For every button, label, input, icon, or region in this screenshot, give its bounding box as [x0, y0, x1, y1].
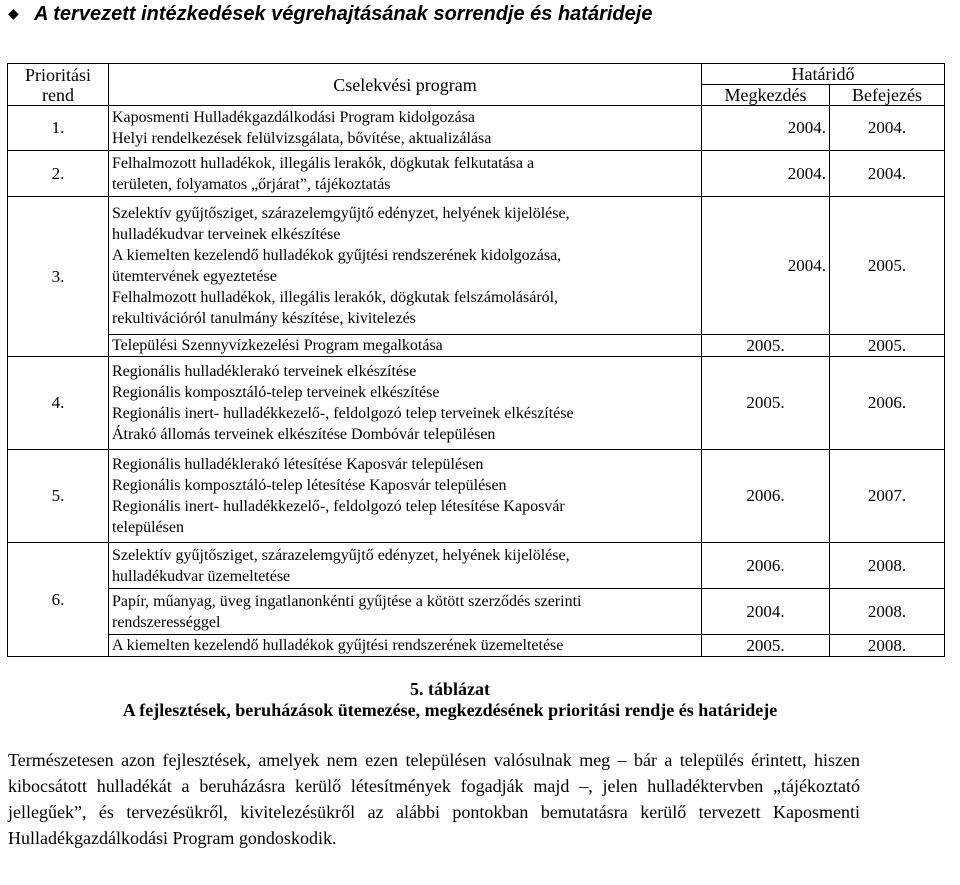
row-priority: 5. — [8, 450, 109, 543]
table-row — [8, 357, 945, 450]
row-start: 2004. — [702, 151, 830, 197]
table-row — [8, 151, 945, 197]
row-program — [109, 543, 702, 589]
row-end: 2008. — [830, 635, 945, 657]
program-line: Helyi rendelkezések felülvizsgálata, bővítése, aktualizálása — [112, 130, 492, 147]
program-line: hulladékudvar terveinek elkészítése — [112, 225, 341, 243]
table-row — [8, 589, 945, 635]
section-heading-text: A tervezett intézkedések végrehajtásának sorrendje és határideje — [34, 2, 653, 25]
program-line: Felhalmozott hulladékok, illegális lerakók, dögkutak felszámolásáról, — [112, 288, 559, 306]
program-line: Regionális hulladéklerakó terveinek elkészítése — [112, 363, 417, 380]
row-end: 2008. — [830, 543, 945, 589]
program-line: Regionális hulladéklerakó létesítése Kaposvár településen — [112, 456, 484, 473]
header-priority-line1: Prioritási — [25, 64, 91, 85]
program-line: Felhalmozott hulladékok, illegális lerakók, dögkutak felkutatása a — [112, 154, 535, 172]
row-program — [109, 635, 702, 657]
table-row — [8, 106, 945, 151]
row-program — [109, 589, 702, 635]
row-program — [109, 450, 702, 543]
row-start: 2005. — [702, 635, 830, 657]
program-line: Regionális komposztáló-telep létesítése Kaposvár településen — [112, 477, 507, 494]
row-end: 2005. — [830, 335, 945, 357]
header-end: Befejezés — [830, 85, 945, 106]
row-end: 2004. — [830, 151, 945, 197]
table-row — [8, 543, 945, 589]
row-end: 2004. — [830, 106, 945, 151]
header-priority — [8, 64, 109, 106]
table-header-row — [8, 64, 945, 85]
program-line: Átrakó állomás terveinek elkészítése Dombóvár településen — [112, 426, 496, 443]
row-program — [109, 151, 702, 197]
row-end: 2008. — [830, 589, 945, 635]
section-heading — [8, 0, 652, 28]
row-priority: 6. — [8, 543, 109, 657]
row-start: 2005. — [702, 357, 830, 450]
row-start: 2004. — [702, 106, 830, 151]
header-start: Megkezdés — [702, 85, 830, 106]
program-line: településen — [112, 519, 184, 536]
header-priority-line2: rend — [42, 84, 74, 105]
program-line: Szelektív gyűjtősziget, szárazelemgyűjtő edényzet, helyének kijelölése, — [112, 204, 570, 222]
row-program — [109, 335, 702, 357]
program-line: rekultivációról tanulmány készítése, kivitelezés — [112, 309, 416, 327]
table-caption-title: A fejlesztések, beruházások ütemezése, megkezdésének prioritási rendje és határideje — [122, 700, 778, 720]
program-line: Regionális inert- hulladékkezelő-, feldolgozó telep létesítése Kaposvár — [112, 498, 565, 515]
row-end: 2005. — [830, 197, 945, 335]
row-start: 2004. — [702, 197, 830, 335]
program-line: Papír, műanyag, üveg ingatlanonkénti gyűjtése a kötött szerződés szerinti — [112, 592, 582, 610]
program-line: A kiemelten kezelendő hulladékok gyűjtési rendszerének kidolgozása, — [112, 246, 562, 264]
row-program — [109, 106, 702, 151]
program-line: Kaposmenti Hulladékgazdálkodási Program kidolgozása — [112, 109, 476, 126]
table-row — [8, 335, 945, 357]
table-row — [8, 450, 945, 543]
row-start: 2006. — [702, 450, 830, 543]
header-deadline: Határidő — [702, 64, 945, 85]
body-paragraph: Természetesen azon fejlesztések, amelyek nem ezen településen valósulnak meg – bár a település érintett, hiszen kibocsátott hulladékát a beruházásra kerülő létesítmények fogadják majd –, jelen hulladéktervben „tájékoztató jellegűek”, és tervezésükről, kivitelezésükről az alábbi pontokban bemutatásra kerülő tervezett Kaposmenti Hulladékgazdálkodási Program gondoskodik. — [8, 750, 860, 848]
row-program — [109, 197, 702, 335]
program-line: Települési Szennyvízkezelési Program megalkotása — [112, 337, 443, 354]
table-caption-number: 5. táblázat — [410, 679, 490, 699]
row-end: 2007. — [830, 450, 945, 543]
program-line: Regionális komposztáló-telep terveinek elkészítése — [112, 384, 440, 401]
row-priority: 2. — [8, 151, 109, 197]
schedule-table — [7, 63, 945, 657]
program-line: Regionális inert- hulladékkezelő-, feldolgozó telep terveinek elkészítése — [112, 405, 574, 422]
table-row — [8, 635, 945, 657]
row-end: 2006. — [830, 357, 945, 450]
program-line: ütemtervének egyeztetése — [112, 267, 277, 285]
program-line: hulladékudvar üzemeltetése — [112, 567, 291, 585]
row-start: 2004. — [702, 589, 830, 635]
program-line: A kiemelten kezelendő hulladékok gyűjtési rendszerének üzemeltetése — [112, 637, 564, 654]
row-start: 2005. — [702, 335, 830, 357]
program-line: területen, folyamatos „őrjárat”, tájékoztatás — [112, 175, 391, 193]
header-program: Cselekvési program — [109, 64, 702, 106]
row-priority: 1. — [8, 106, 109, 151]
table-row — [8, 197, 945, 335]
program-line: rendszerességgel — [112, 613, 221, 631]
row-program — [109, 357, 702, 450]
program-line: Szelektív gyűjtősziget, szárazelemgyűjtő edényzet, helyének kijelölése, — [112, 546, 570, 564]
row-priority: 3. — [8, 197, 109, 357]
row-start: 2006. — [702, 543, 830, 589]
row-priority: 4. — [8, 357, 109, 450]
diamond-bullet-icon: ◆ — [8, 6, 19, 22]
